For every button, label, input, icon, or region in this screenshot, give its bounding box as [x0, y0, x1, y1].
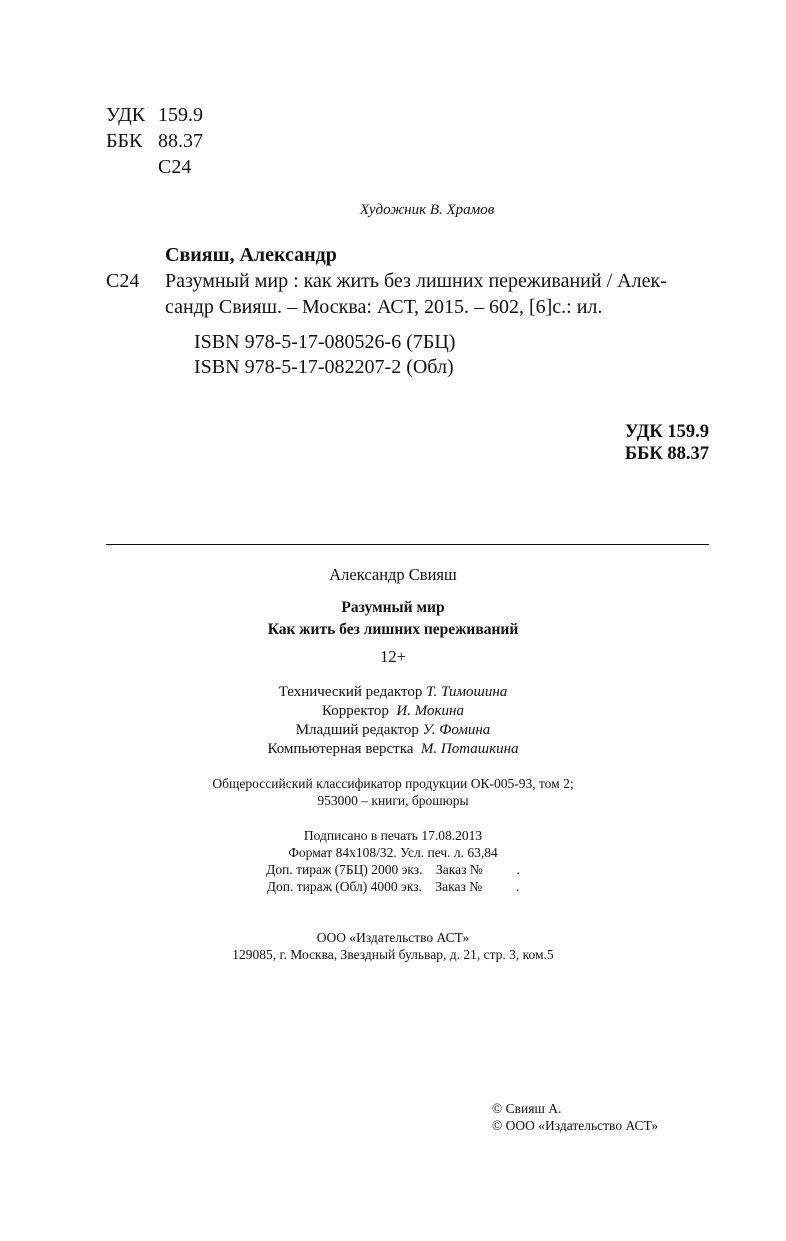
staff-tech-editor: Технический редактор Т. Тимошина: [278, 684, 508, 700]
bbk-label: ББК: [106, 130, 143, 152]
staff-layout: Компьютерная верстка М. Поташкина: [267, 741, 519, 757]
bbk-right: ББК 88.37: [624, 444, 709, 464]
publisher-address: 129085, г. Москва, Звездный бульвар, д. 21, стр. 3, ком.5: [232, 947, 554, 962]
staff-proofreader: Корректор И. Мокина: [322, 703, 464, 719]
catalog-author-heading: Свияш, Александр: [165, 244, 337, 266]
udk-right: УДК 159.9: [624, 422, 709, 442]
author-mark: С24: [158, 156, 192, 178]
classifier-line-2: 953000 – книги, брошюры: [317, 793, 469, 808]
colophon-subtitle: Как жить без лишних переживаний: [267, 621, 519, 638]
print-run-2: Доп. тираж (Обл) 4000 экз. Заказ № .: [266, 879, 520, 894]
signed-date: Подписано в печать 17.08.2013: [303, 828, 483, 843]
copyright-author: © Свияш А.: [492, 1101, 562, 1116]
bbk-value: 88.37: [158, 130, 203, 152]
copyright-publisher: © ООО «Издательство АСТ»: [492, 1118, 659, 1133]
publisher-name: ООО «Издательство АСТ»: [316, 930, 470, 945]
catalog-line-2: сандр Свияш. – Москва: АСТ, 2015. – 602, [6]с.: ил.: [165, 296, 603, 318]
staff-junior-editor: Младший редактор У. Фомина: [295, 722, 491, 738]
print-run-1: Доп. тираж (7БЦ) 2000 экз. Заказ № .: [266, 862, 520, 877]
divider-line: [106, 544, 709, 545]
udk-label: УДК: [106, 104, 146, 126]
catalog-line-1: Разумный мир : как жить без лишних переживаний / Алек-: [165, 270, 667, 292]
colophon-author: Александр Свияш: [329, 565, 457, 584]
isbn-1: ISBN 978-5-17-080526-6 (7БЦ): [194, 331, 456, 353]
print-format: Формат 84x108/32. Усл. печ. л. 63,84: [288, 845, 498, 860]
colophon-title: Разумный мир: [341, 599, 445, 616]
age-rating: 12+: [380, 647, 406, 666]
illustrator-credit: Художник В. Храмов: [360, 202, 495, 218]
catalog-mark: С24: [106, 270, 140, 292]
udk-value: 159.9: [158, 104, 203, 126]
isbn-2: ISBN 978-5-17-082207-2 (Обл): [194, 356, 454, 378]
classifier-line-1: Общероссийский классификатор продукции ОК-005-93, том 2;: [212, 776, 574, 791]
